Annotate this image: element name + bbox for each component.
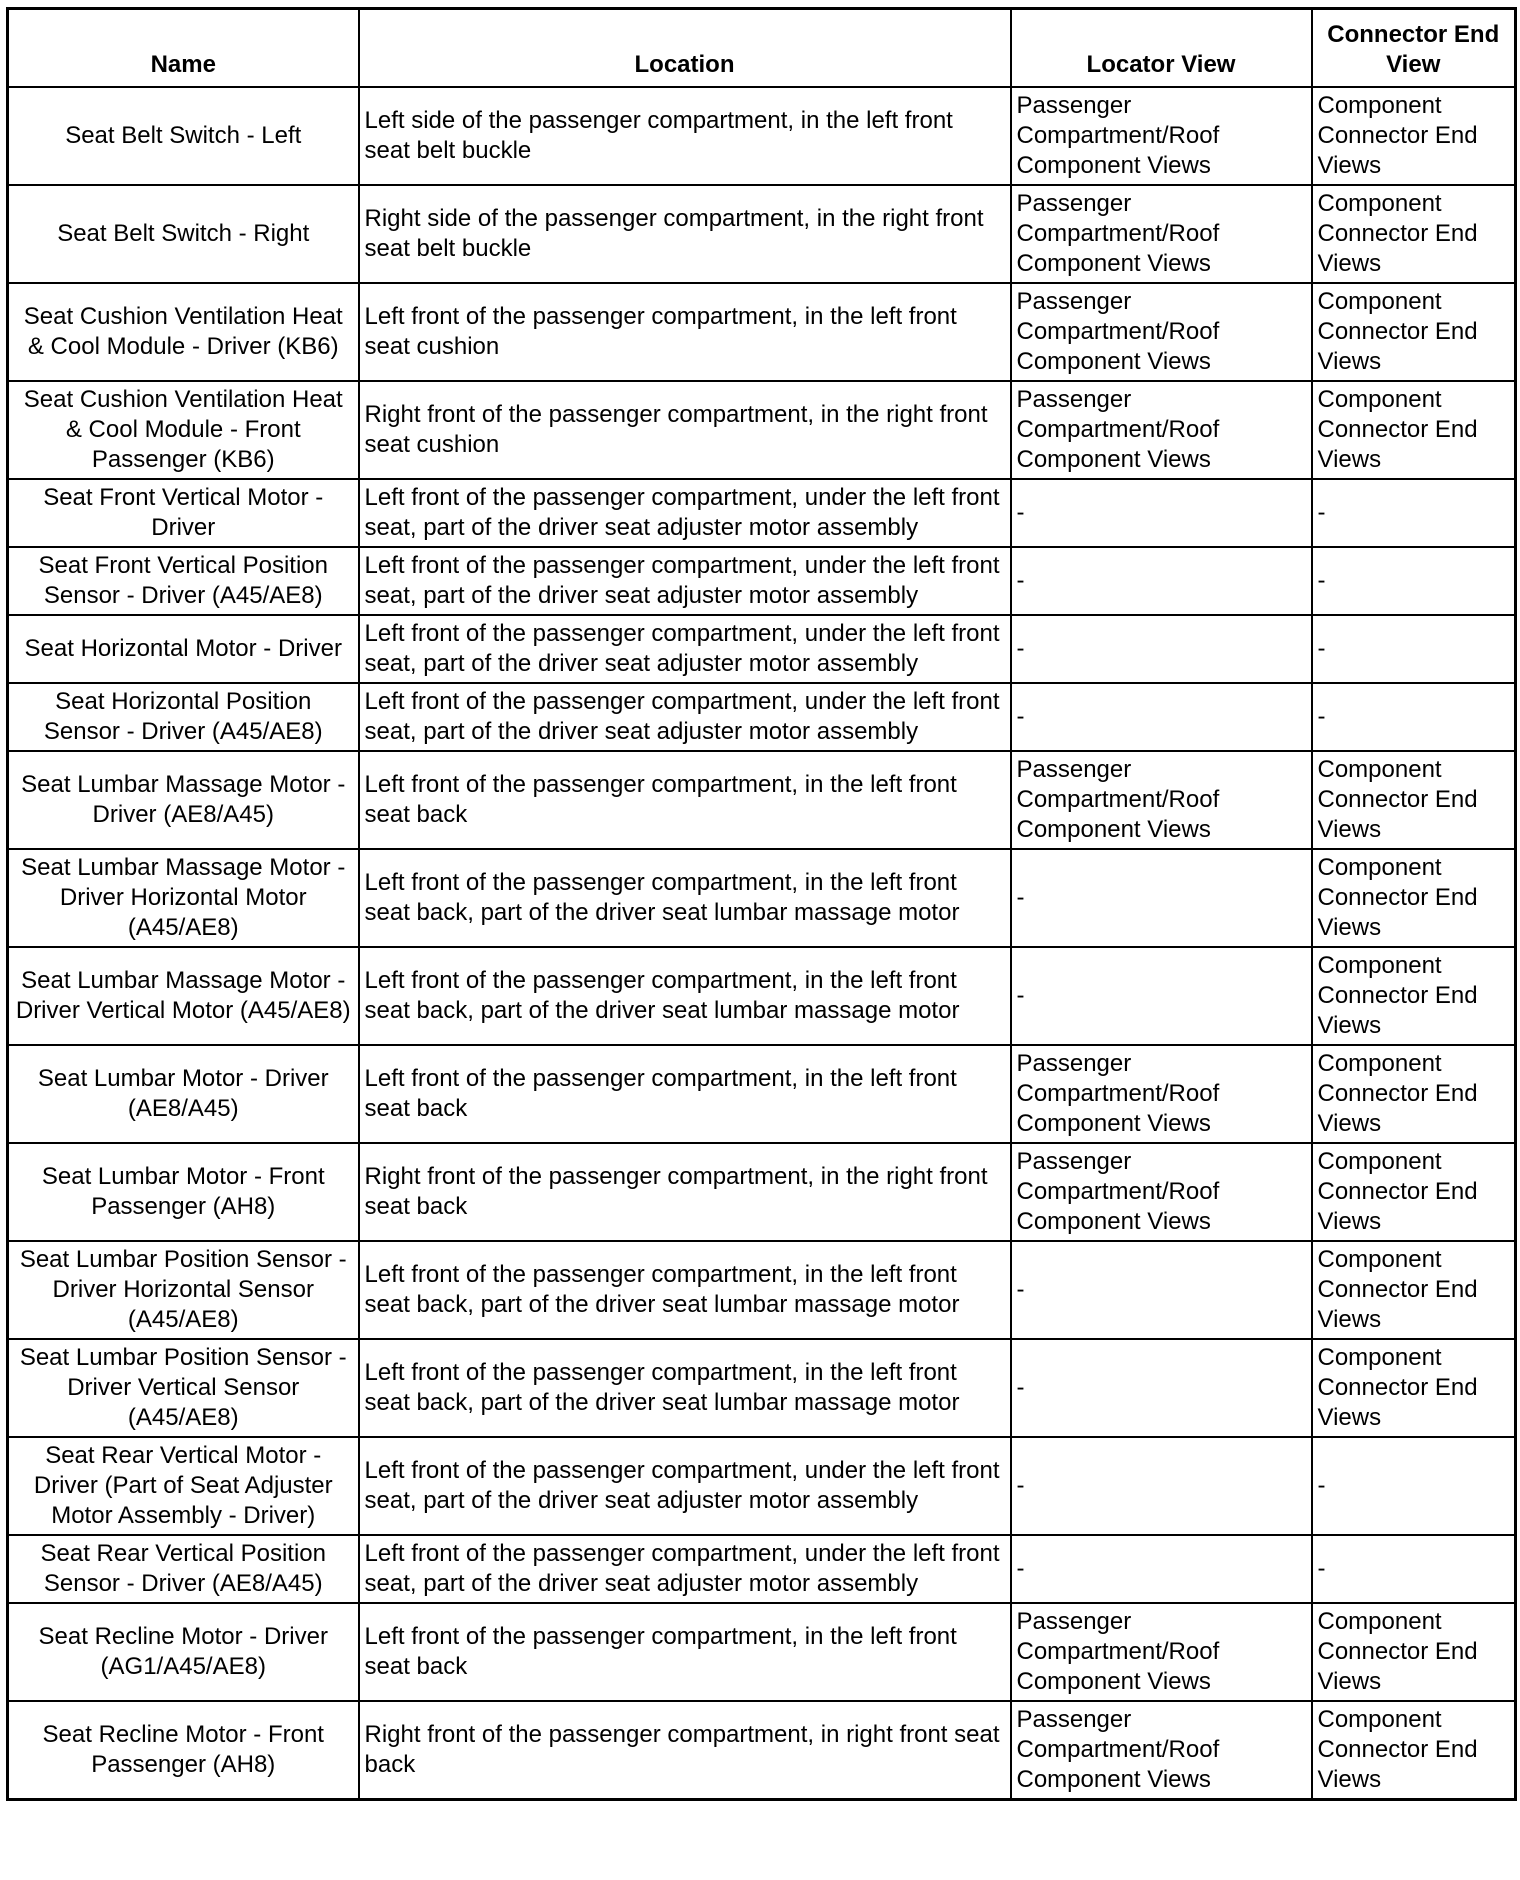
cell-connector-end-view: -: [1312, 615, 1516, 683]
cell-locator-view: -: [1011, 1535, 1312, 1603]
cell-location: Left front of the passenger compartment, under the left front seat, part of the driver seat adjuster motor assembly: [359, 1535, 1011, 1603]
cell-connector-end-view: Component Connector End Views: [1312, 1701, 1516, 1800]
component-location-table: [6, 7, 1517, 1801]
cell-location: Left front of the passenger compartment, in the left front seat cushion: [359, 283, 1011, 381]
cell-name: Seat Lumbar Motor - Driver (AE8/A45): [8, 1045, 359, 1143]
cell-connector-end-view: Component Connector End Views: [1312, 1143, 1516, 1241]
cell-name: Seat Horizontal Motor - Driver: [8, 615, 359, 683]
cell-location: Left front of the passenger compartment, in the left front seat back, part of the driver seat lumbar massage motor: [359, 1339, 1011, 1437]
table-row: [8, 87, 1516, 185]
cell-connector-end-view: Component Connector End Views: [1312, 283, 1516, 381]
cell-name: Seat Lumbar Massage Motor - Driver Vertical Motor (A45/AE8): [8, 947, 359, 1045]
cell-locator-view: Passenger Compartment/Roof Component Views: [1011, 1045, 1312, 1143]
cell-connector-end-view: Component Connector End Views: [1312, 1339, 1516, 1437]
table-row: [8, 1241, 1516, 1339]
cell-location: Left front of the passenger compartment, under the left front seat, part of the driver seat adjuster motor assembly: [359, 1437, 1011, 1535]
table-row: [8, 1535, 1516, 1603]
cell-location: Left front of the passenger compartment, in the left front seat back, part of the driver seat lumbar massage motor: [359, 1241, 1011, 1339]
table-row: [8, 1339, 1516, 1437]
cell-name: Seat Belt Switch - Left: [8, 87, 359, 185]
cell-name: Seat Recline Motor - Driver (AG1/A45/AE8): [8, 1603, 359, 1701]
cell-name: Seat Cushion Ventilation Heat & Cool Module - Driver (KB6): [8, 283, 359, 381]
cell-location: Right front of the passenger compartment, in the right front seat cushion: [359, 381, 1011, 479]
cell-connector-end-view: -: [1312, 547, 1516, 615]
cell-locator-view: -: [1011, 1339, 1312, 1437]
cell-name: Seat Rear Vertical Position Sensor - Driver (AE8/A45): [8, 1535, 359, 1603]
cell-locator-view: Passenger Compartment/Roof Component Views: [1011, 283, 1312, 381]
cell-name: Seat Rear Vertical Motor - Driver (Part of Seat Adjuster Motor Assembly - Driver): [8, 1437, 359, 1535]
table-row: [8, 479, 1516, 547]
header-locator-view: Locator View: [1011, 9, 1312, 88]
cell-location: Left front of the passenger compartment, under the left front seat, part of the driver seat adjuster motor assembly: [359, 479, 1011, 547]
cell-location: Left front of the passenger compartment, under the left front seat, part of the driver seat adjuster motor assembly: [359, 683, 1011, 751]
cell-connector-end-view: -: [1312, 1437, 1516, 1535]
cell-name: Seat Belt Switch - Right: [8, 185, 359, 283]
cell-connector-end-view: Component Connector End Views: [1312, 849, 1516, 947]
cell-location: Right front of the passenger compartment, in the right front seat back: [359, 1143, 1011, 1241]
cell-location: Left front of the passenger compartment, in the left front seat back: [359, 1045, 1011, 1143]
table-row: [8, 283, 1516, 381]
cell-name: Seat Lumbar Position Sensor - Driver Vertical Sensor (A45/AE8): [8, 1339, 359, 1437]
cell-connector-end-view: Component Connector End Views: [1312, 751, 1516, 849]
cell-name: Seat Recline Motor - Front Passenger (AH8): [8, 1701, 359, 1800]
header-name: Name: [8, 9, 359, 88]
cell-connector-end-view: -: [1312, 683, 1516, 751]
cell-name: Seat Lumbar Motor - Front Passenger (AH8): [8, 1143, 359, 1241]
cell-name: Seat Lumbar Massage Motor - Driver Horizontal Motor (A45/AE8): [8, 849, 359, 947]
table-row: [8, 849, 1516, 947]
table-row: [8, 1701, 1516, 1800]
cell-connector-end-view: -: [1312, 479, 1516, 547]
cell-location: Left front of the passenger compartment, in the left front seat back, part of the driver seat lumbar massage motor: [359, 947, 1011, 1045]
table-row: [8, 947, 1516, 1045]
cell-locator-view: -: [1011, 615, 1312, 683]
table-row: [8, 547, 1516, 615]
cell-connector-end-view: -: [1312, 1535, 1516, 1603]
cell-locator-view: -: [1011, 547, 1312, 615]
cell-locator-view: -: [1011, 1241, 1312, 1339]
cell-locator-view: -: [1011, 479, 1312, 547]
table-row: [8, 381, 1516, 479]
cell-location: Right side of the passenger compartment, in the right front seat belt buckle: [359, 185, 1011, 283]
cell-name: Seat Lumbar Massage Motor - Driver (AE8/A45): [8, 751, 359, 849]
cell-location: Left front of the passenger compartment, under the left front seat, part of the driver seat adjuster motor assembly: [359, 615, 1011, 683]
cell-name: Seat Front Vertical Motor - Driver: [8, 479, 359, 547]
cell-locator-view: Passenger Compartment/Roof Component Views: [1011, 87, 1312, 185]
table-row: [8, 1603, 1516, 1701]
cell-location: Left front of the passenger compartment, in the left front seat back, part of the driver seat lumbar massage motor: [359, 849, 1011, 947]
cell-connector-end-view: Component Connector End Views: [1312, 381, 1516, 479]
table-header-row: [8, 9, 1516, 88]
cell-locator-view: Passenger Compartment/Roof Component Views: [1011, 381, 1312, 479]
table-row: [8, 1437, 1516, 1535]
cell-connector-end-view: Component Connector End Views: [1312, 1603, 1516, 1701]
table-row: [8, 1143, 1516, 1241]
cell-connector-end-view: Component Connector End Views: [1312, 1045, 1516, 1143]
cell-connector-end-view: Component Connector End Views: [1312, 947, 1516, 1045]
cell-connector-end-view: Component Connector End Views: [1312, 87, 1516, 185]
table-row: [8, 615, 1516, 683]
cell-name: Seat Lumbar Position Sensor - Driver Horizontal Sensor (A45/AE8): [8, 1241, 359, 1339]
cell-location: Left front of the passenger compartment, in the left front seat back: [359, 1603, 1011, 1701]
cell-location: Left side of the passenger compartment, in the left front seat belt buckle: [359, 87, 1011, 185]
cell-locator-view: -: [1011, 947, 1312, 1045]
header-location: Location: [359, 9, 1011, 88]
cell-location: Left front of the passenger compartment, under the left front seat, part of the driver seat adjuster motor assembly: [359, 547, 1011, 615]
cell-connector-end-view: Component Connector End Views: [1312, 1241, 1516, 1339]
table-row: [8, 751, 1516, 849]
cell-locator-view: Passenger Compartment/Roof Component Views: [1011, 751, 1312, 849]
cell-name: Seat Cushion Ventilation Heat & Cool Module - Front Passenger (KB6): [8, 381, 359, 479]
cell-location: Left front of the passenger compartment, in the left front seat back: [359, 751, 1011, 849]
table-row: [8, 185, 1516, 283]
table-row: [8, 1045, 1516, 1143]
header-connector-end-view: Connector End View: [1312, 9, 1516, 88]
cell-locator-view: -: [1011, 683, 1312, 751]
cell-locator-view: Passenger Compartment/Roof Component Views: [1011, 1701, 1312, 1800]
cell-locator-view: -: [1011, 1437, 1312, 1535]
cell-locator-view: -: [1011, 849, 1312, 947]
table-row: [8, 683, 1516, 751]
cell-locator-view: Passenger Compartment/Roof Component Views: [1011, 185, 1312, 283]
cell-location: Right front of the passenger compartment, in right front seat back: [359, 1701, 1011, 1800]
cell-locator-view: Passenger Compartment/Roof Component Views: [1011, 1143, 1312, 1241]
cell-name: Seat Front Vertical Position Sensor - Driver (A45/AE8): [8, 547, 359, 615]
cell-connector-end-view: Component Connector End Views: [1312, 185, 1516, 283]
cell-name: Seat Horizontal Position Sensor - Driver (A45/AE8): [8, 683, 359, 751]
cell-locator-view: Passenger Compartment/Roof Component Views: [1011, 1603, 1312, 1701]
